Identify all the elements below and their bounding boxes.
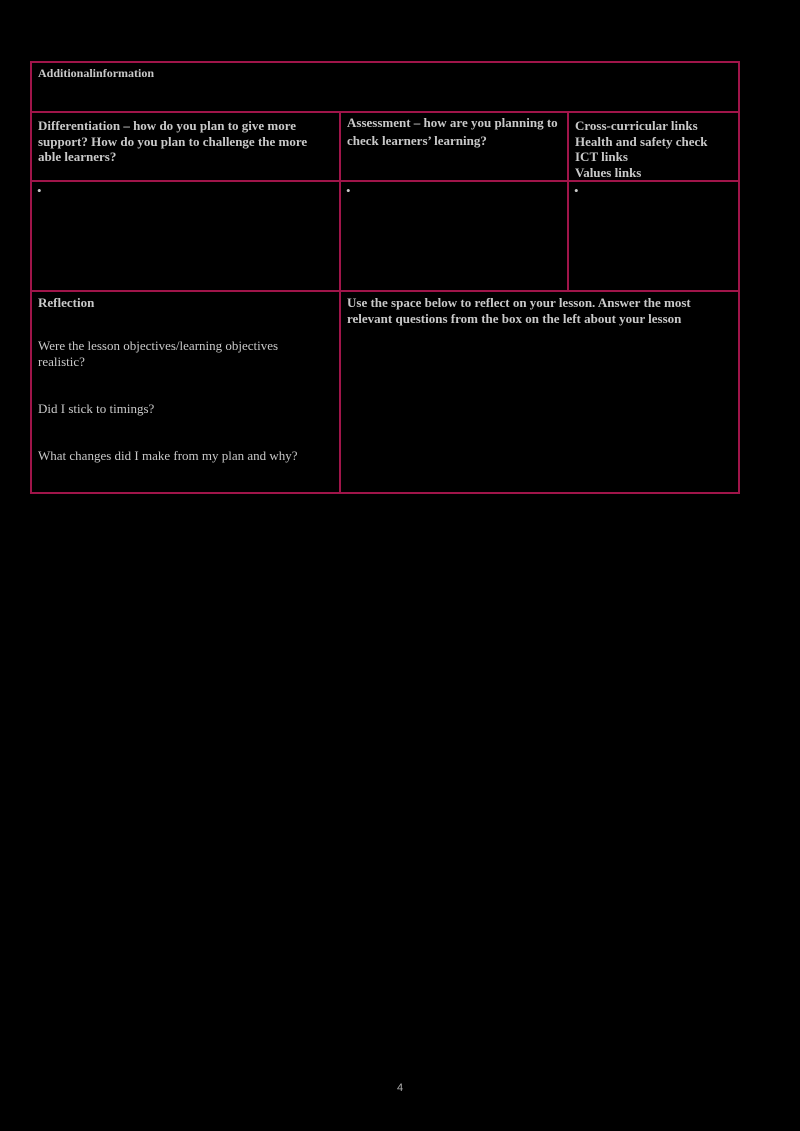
cross-curricular-links-label: Cross-curricular links	[575, 118, 698, 133]
differentiation-content-cell	[30, 180, 341, 292]
ict-links-label: ICT links	[575, 149, 628, 164]
differentiation-bullet: •	[37, 183, 42, 198]
assessment-content-cell	[339, 180, 569, 292]
values-links-label: Values links	[575, 164, 642, 180]
cross-curricular-bullet: •	[574, 183, 579, 198]
differentiation-heading: Differentiation – how do you plan to give more support? How do you plan to challenge the more able learners?	[38, 118, 308, 164]
reflection-question-timings: Did I stick to timings?	[38, 401, 155, 416]
cross-curricular-content-cell	[567, 180, 740, 292]
health-safety-check-label: Health and safety check	[575, 133, 708, 149]
reflection-question-changes: What changes did I make from my plan and why?	[38, 448, 298, 463]
reflection-heading: Reflection	[38, 295, 95, 310]
page-number: 4	[396, 1082, 404, 1094]
reflection-question-objectives: Were the lesson objectives/learning objectives realistic?	[38, 338, 279, 369]
assessment-heading: Assessment – how are you planning to check learners’ learning?	[347, 115, 558, 148]
assessment-bullet: •	[346, 183, 351, 198]
reflection-instructions: Use the space below to reflect on your lesson. Answer the most relevant questions from the box on the left about your lesson	[347, 295, 691, 326]
additional-info-heading: Additionalinformation	[38, 66, 155, 80]
